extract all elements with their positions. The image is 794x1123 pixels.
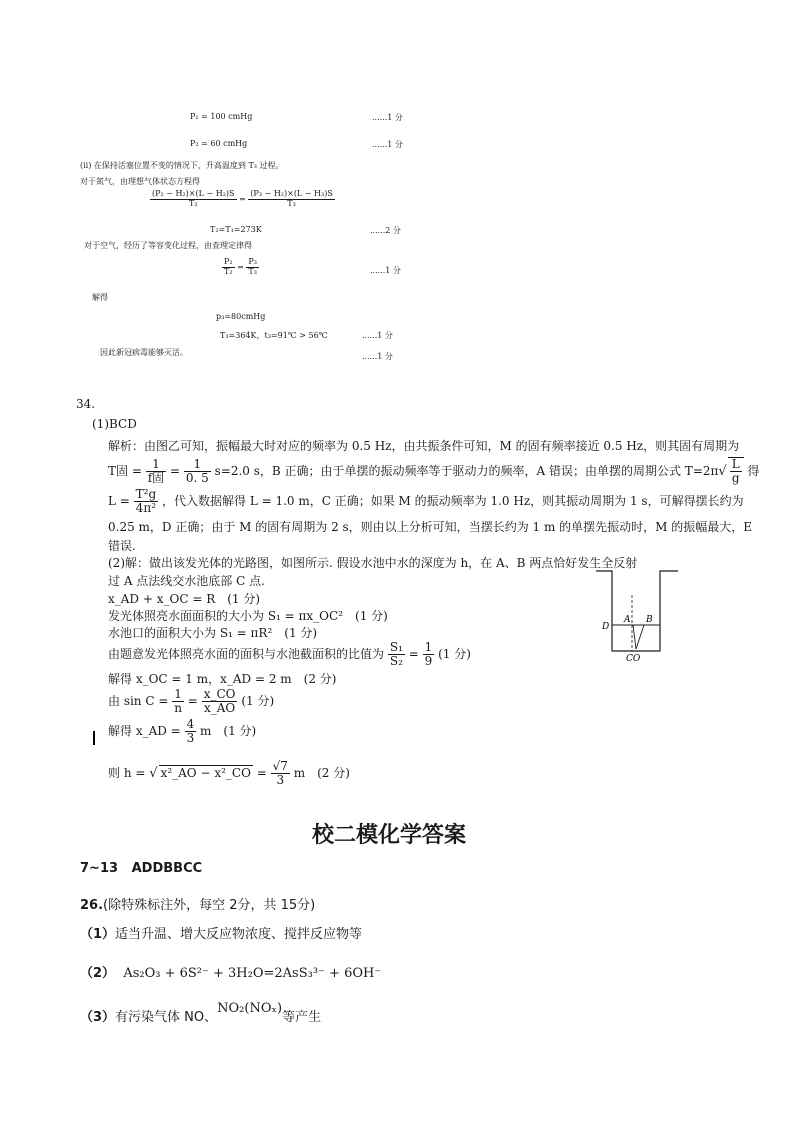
eq-g-a: 解得 x_AD = bbox=[108, 724, 181, 739]
q26-1-line bbox=[80, 923, 362, 942]
eq-f-c: (1 分) bbox=[241, 694, 275, 709]
q26-header bbox=[80, 894, 315, 913]
q34-eq-f bbox=[108, 688, 274, 715]
eq-f-f2d: x_AO bbox=[203, 701, 236, 716]
eq1-num-left: (P₂ − H₂)×(L − H₂)S bbox=[152, 189, 235, 198]
eq-h-sqrt: x²_AO − x²_CO bbox=[160, 766, 251, 781]
eq-g-fd: 3 bbox=[186, 731, 195, 746]
eq-h-c: m (2 分) bbox=[293, 766, 350, 781]
label-d: D bbox=[602, 622, 610, 632]
q34-eq-g bbox=[108, 718, 256, 745]
eq-d-b: = bbox=[408, 647, 419, 662]
q34-part2-line1: (2)解：做出该发光体的光路图，如图所示. 假设水池中水的深度为 h，在 A、B 两点恰好发生全反射 bbox=[108, 556, 638, 570]
eq-d-f2n: 1 bbox=[424, 640, 433, 654]
q34-analysis-line2: T固 = $\frac{1}{\text{f固}}$ = $\frac{1}{0. 5}$ s=2.0 s，B 正确；由于单摆的振动频率等于驱动力的频率，A 错误；由单摆的周期公式 T=2π√ $\frac{L}{g}$ 得 bbox=[108, 457, 760, 486]
t3-line: T₃=364K，t₃=91℃ > 56℃ bbox=[220, 331, 328, 340]
conclusion-line: 因此新冠病毒能够灭活。 bbox=[100, 348, 188, 357]
eq-g-fn: 4 bbox=[186, 717, 195, 731]
analysis-l2-b: = bbox=[169, 464, 181, 479]
ideal-gas-equation: $\frac{\text{(P₂ − H₂)×(L − H₂)S}}{\text{T₂}}$ = $\frac{\text{(P₃ − H₂)×(L − H₃)S}}{\text{T₃}}$ bbox=[152, 189, 333, 208]
eq-g-b: m (1 分) bbox=[200, 724, 257, 739]
mc-answers: ADDBBCC bbox=[131, 861, 203, 876]
pool-light-path-diagram bbox=[590, 565, 690, 665]
t-equal-line: T₂=T₁=273K bbox=[210, 225, 262, 234]
q26-3-text-c: 等产生 bbox=[282, 1010, 322, 1025]
q34-number: 34. bbox=[76, 397, 96, 411]
light-ray-right bbox=[636, 625, 644, 649]
analysis-l2-f2d: 0. 5 bbox=[185, 471, 209, 486]
eq1-num-right: (P₃ − H₂)×(L − H₃)S bbox=[250, 189, 333, 198]
q34-analysis-line1: 解析：由图乙可知，振幅最大时对应的频率为 0.5 Hz，由共振条件可知，M 的固有频率接近 0.5 Hz，则其固有周期为 bbox=[108, 439, 740, 453]
mc-label: 7~13 bbox=[80, 861, 119, 876]
eq-f-f2n: x_CO bbox=[203, 687, 236, 701]
eq2-num-right: P₃ bbox=[248, 257, 257, 266]
q26-2-equation: As₂O₃ + 6S²⁻ + 3H₂O=2AsS₃³⁻ + 6OH⁻ bbox=[123, 966, 382, 981]
q26-3-formula: NO₂(NOₓ) bbox=[217, 1001, 283, 1016]
q34-eq-e: 解得 x_OC = 1 m，x_AD = 2 m (2 分) bbox=[108, 672, 337, 686]
analysis-l2-f1d: f固 bbox=[147, 471, 165, 486]
chem-title: 校二模化学答案 bbox=[312, 822, 467, 848]
label-b: B bbox=[646, 615, 653, 625]
analysis-l3-a: L = bbox=[108, 494, 130, 509]
p1-score: ......1 分 bbox=[372, 113, 403, 122]
analysis-l3-fd: 4π² bbox=[135, 501, 157, 516]
eq-d-f2d: 9 bbox=[424, 654, 433, 669]
for-air-line: 对于空气，经历了等容变化过程，由查理定律得 bbox=[84, 241, 252, 250]
eq-h-fn: √7 bbox=[272, 759, 288, 773]
analysis-l2-a: T固 = bbox=[108, 464, 142, 479]
q26-note: (除特殊标注外，每空 2分，共 15分) bbox=[103, 898, 316, 913]
charles-law-equation: $\frac{\text{P₂}}{\text{T₂}}$ = $\frac{\text{P₃}}{\text{T₃}}$ bbox=[224, 257, 257, 276]
eq2-den-left: T₂ bbox=[224, 266, 233, 276]
q34-eq-h: 则 h = √ x²_AO − x²_CO = $\frac{√7}{3}$ m (2 分) bbox=[108, 759, 350, 788]
label-a: A bbox=[624, 615, 631, 625]
eq2-num-left: P₂ bbox=[224, 257, 233, 266]
part-ii-line: (ii) 在保持活塞位置不变的情况下，升高温度到 T₃ 过程。 bbox=[80, 161, 284, 170]
solve-label: 解得 bbox=[92, 293, 108, 302]
p1-line: P₁ = 100 cmHg bbox=[190, 112, 253, 121]
eq1-den-right: T₃ bbox=[287, 198, 296, 208]
text-cursor-mark bbox=[93, 731, 95, 745]
q34-analysis-line3 bbox=[108, 488, 744, 515]
eq-d-c: (1 分) bbox=[438, 647, 471, 662]
p2-line: P₂ = 60 cmHg bbox=[190, 139, 248, 148]
q34-analysis-line5: 错误. bbox=[108, 539, 136, 553]
eq-f-b: = bbox=[187, 694, 198, 709]
eq-d-fd: S₂ bbox=[389, 654, 403, 669]
eq-f-fn: 1 bbox=[172, 688, 184, 702]
for-nitrogen-line: 对于氮气，由理想气体状态方程得 bbox=[80, 177, 200, 186]
t-equal-score: ......2 分 bbox=[370, 226, 401, 235]
analysis-l3-b: ，代入数据解得 L = 1.0 m，C 正确；如果 M 的振动频率为 1.0 Hz，则其振动周期为 1 s，可解得摆长约为 bbox=[162, 494, 744, 509]
q34-eq-a: x_AD + x_OC = R (1 分) bbox=[108, 592, 261, 606]
eq-d-a: 由题意发光体照亮水面的面积与水池截面积的比值为 bbox=[108, 647, 385, 662]
p3-line: p₃=80cmHg bbox=[216, 312, 266, 321]
analysis-l2-f2n: 1 bbox=[184, 458, 211, 472]
eq-h-a: 则 h = bbox=[108, 766, 146, 781]
q34-answer1: (1)BCD bbox=[92, 417, 137, 431]
eq-h-b: = bbox=[256, 766, 267, 781]
eq-h-fd: 3 bbox=[276, 773, 285, 788]
q26-2-label: （2） bbox=[80, 966, 116, 981]
eq-f-a: 由 sin C = bbox=[108, 694, 169, 709]
eq2-den-right: T₃ bbox=[248, 266, 257, 276]
label-co: CO bbox=[626, 654, 641, 664]
q26-1-label: （1） bbox=[80, 927, 116, 942]
analysis-l2-d: 得 bbox=[747, 464, 760, 479]
analysis-l3-fn: T²g bbox=[135, 487, 157, 501]
analysis-l2-sqrt-d: g bbox=[731, 471, 740, 486]
p2-score: ......1 分 bbox=[372, 140, 403, 149]
analysis-l2-sqrt-n: L bbox=[731, 457, 740, 471]
q26-1-text: 适当升温、增大反应物浓度、搅拌反应物等 bbox=[115, 927, 363, 942]
q34-eq-b: 发光体照亮水面面积的大小为 S₁ = πx_OC² (1 分) bbox=[108, 609, 388, 623]
analysis-l2-f1n: 1 bbox=[146, 458, 166, 472]
conclusion-score: ......1 分 bbox=[362, 352, 393, 361]
eq2-score: ......1 分 bbox=[370, 266, 401, 275]
q26-3-label: （3） bbox=[80, 1010, 116, 1025]
q34-analysis-line4: 0.25 m，D 正确；由于 M 的固有周期为 2 s，则由以上分析可知，当摆长约为 1 m 的单摆先振动时，M 的振幅最大，E bbox=[108, 520, 753, 534]
q26-3-text-a: 有污染气体 NO、 bbox=[115, 1010, 218, 1025]
light-ray-left bbox=[633, 625, 636, 649]
analysis-l2-c: s=2.0 s，B 正确；由于单摆的振动频率等于驱动力的频率，A 错误；由单摆的周期公式 T=2π bbox=[214, 464, 719, 479]
pool-outline bbox=[596, 571, 678, 651]
eq1-den-left: T₂ bbox=[188, 198, 198, 208]
q26-label: 26. bbox=[80, 898, 104, 913]
eq-d-fn: S₁ bbox=[389, 640, 403, 654]
q34-eq-d bbox=[108, 641, 471, 668]
q34-part2-line2: 过 A 点法线交水池底部 C 点. bbox=[108, 574, 265, 588]
q26-3-line bbox=[80, 1001, 322, 1025]
mc-answers-line bbox=[80, 861, 202, 876]
q34-eq-c: 水池口的面积大小为 S₁ = πR² (1 分) bbox=[108, 626, 318, 640]
eq-f-fd: n bbox=[174, 701, 182, 716]
t3-score: ......1 分 bbox=[362, 331, 393, 340]
q26-2-line bbox=[80, 962, 381, 981]
